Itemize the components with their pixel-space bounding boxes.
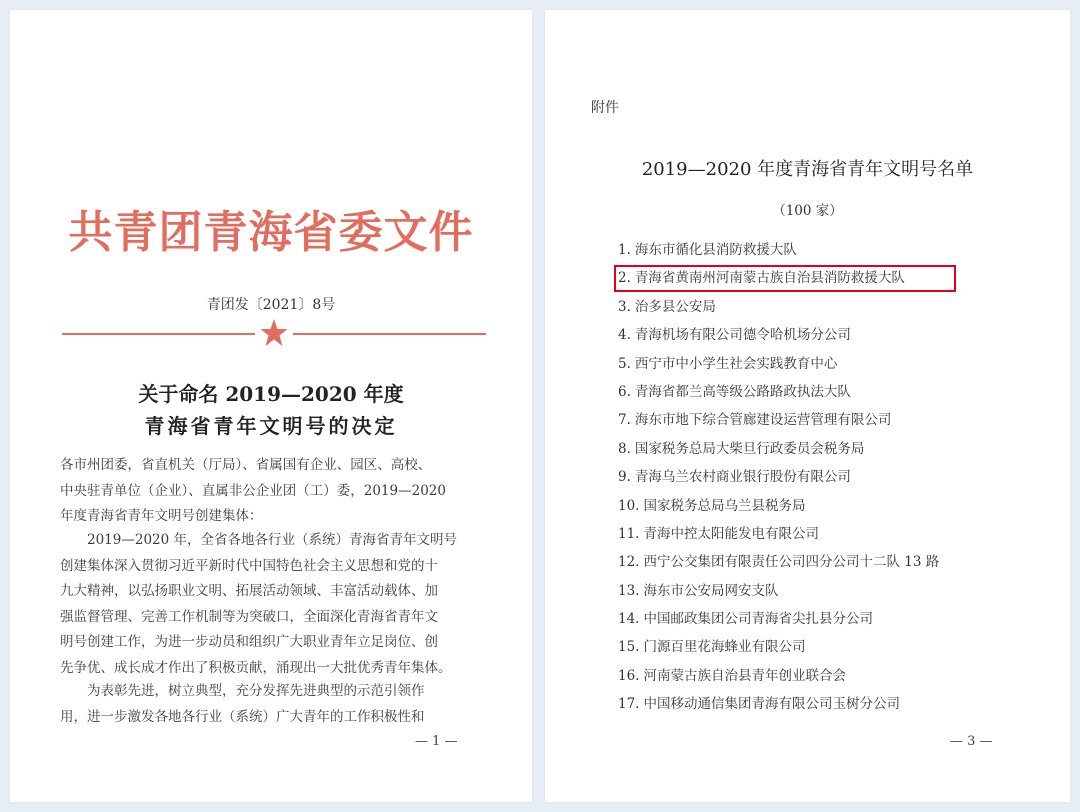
list-item-number: 9.: [618, 469, 631, 486]
salutation: [60, 453, 485, 530]
list-item-name: 中国移动通信集团青海有限公司玉树分公司: [643, 696, 900, 713]
highlight-box: [614, 265, 956, 292]
list-item-name: 海东市公安局网安支队: [643, 582, 779, 599]
list-item: [618, 492, 939, 520]
salutation-line: 年度青海省青年文明号创建集体：: [60, 508, 263, 524]
list-item-number: 6.: [618, 383, 631, 400]
header-divider: [62, 318, 486, 350]
paragraph-line: 为表彰先进，树立典型，充分发挥先进典型的示范引领作: [60, 683, 425, 699]
list-item: [618, 293, 939, 321]
list-item: [618, 520, 939, 548]
attachment-label: 附件: [591, 100, 619, 116]
salutation-line: 中央驻青单位（企业）、直属非公企业团（工）委，2019—2020: [60, 482, 446, 499]
list-item-number: 16.: [618, 667, 640, 684]
body-paragraph-1: [60, 528, 485, 681]
list-item: [618, 605, 939, 633]
paragraph-line: 2019—2020 年，全省各地各行业（系统）青海省青年文明号: [60, 532, 458, 548]
document-title-line-2: 青海省青年文明号的决定: [144, 414, 398, 438]
list-item: [618, 690, 939, 718]
list-item-name: 青海乌兰农村商业银行股份有限公司: [634, 469, 851, 486]
paragraph-line: 明号创建工作，为进一步动员和组织广大职业青年立足岗位、创: [60, 634, 438, 650]
list-item-name: 国家税务总局乌兰县税务局: [643, 497, 806, 514]
list-item: [618, 548, 939, 576]
list-item: [618, 633, 939, 661]
list-item-name: 中国邮政集团公司青海省尖扎县分公司: [643, 611, 873, 628]
list-item-name: 海东市循化县消防救援大队: [634, 242, 797, 258]
list-item-number: 2.: [618, 270, 631, 287]
list-item-name: 青海中控太阳能发电有限公司: [643, 525, 819, 542]
list-item: [618, 350, 939, 378]
page-number: — 1 —: [415, 734, 458, 749]
document-page-1: [10, 10, 532, 802]
list-item-number: 5.: [618, 355, 631, 372]
list-item-name: 青海省都兰高等级公路路政执法大队: [634, 383, 851, 400]
list-item-name: 西宁公交集团有限责任公司四分公司十二队 13 路: [643, 554, 940, 571]
list-item-number: 1.: [618, 242, 631, 258]
list-item-number: 17.: [618, 696, 640, 713]
list-item: [618, 662, 939, 690]
award-list: [618, 236, 939, 719]
paragraph-line: 九大精神，以弘扬职业文明、拓展活动领域、丰富活动载体、加: [60, 583, 438, 599]
list-item-number: 8.: [618, 440, 631, 457]
list-item: [618, 406, 939, 434]
salutation-line: 各市州团委，省直机关（厅局）、省属国有企业、园区、高校、: [60, 457, 432, 473]
list-item-name: 青海机场有限公司德令哈机场分公司: [634, 327, 851, 344]
list-item: [618, 463, 939, 491]
list-item-name: 西宁市中小学生社会实践教育中心: [634, 355, 838, 372]
paragraph-line: 先争优、成长成才作出了积极贡献，涌现出一大批优秀青年集体。: [60, 659, 452, 676]
document-header: 共青团青海省委文件: [68, 207, 474, 258]
list-item-name: 国家税务总局大柴旦行政委员会税务局: [634, 440, 865, 457]
list-title: 2019—2020 年度青海省青年文明号名单: [641, 159, 974, 180]
body-paragraph-2: [60, 679, 485, 730]
document-number: 青团发〔2021〕8号: [206, 297, 336, 313]
list-item: [618, 378, 939, 406]
list-item-number: 15.: [618, 639, 640, 656]
list-item-name: 青海省黄南州河南蒙古族自治县消防救援大队: [634, 270, 905, 287]
list-count: （100 家）: [772, 203, 843, 219]
page-number: — 3 —: [950, 734, 993, 749]
divider-line-left: [62, 333, 255, 335]
list-item-number: 12.: [618, 554, 640, 571]
list-item-name: 门源百里花海蜂业有限公司: [643, 639, 806, 656]
list-item-name: 治多县公安局: [634, 298, 716, 315]
paragraph-line: 创建集体深入贯彻习近平新时代中国特色社会主义思想和党的十: [60, 557, 438, 574]
list-item-name: 海东市地下综合管廊建设运营管理有限公司: [634, 412, 892, 429]
list-item-number: 3.: [618, 298, 631, 315]
list-item-number: 13.: [618, 582, 640, 599]
list-item-number: 4.: [618, 327, 631, 344]
list-item-number: 7.: [618, 412, 631, 429]
list-item: [618, 577, 939, 605]
divider-line-right: [293, 333, 486, 335]
list-item: [618, 435, 939, 463]
list-item-number: 14.: [618, 611, 640, 628]
paragraph-line: 强监督管理、完善工作机制等为突破口，全面深化青海省青年文: [60, 608, 438, 625]
document-page-3: [545, 10, 1070, 802]
list-item-number: 10.: [618, 497, 640, 514]
document-title-line-1: 关于命名 2019—2020 年度: [138, 382, 404, 406]
list-item: [618, 321, 939, 349]
paragraph-line: 用，进一步激发各地各行业（系统）广大青年的工作积极性和: [60, 708, 425, 725]
list-item-number: 11.: [618, 525, 640, 542]
star-icon: [260, 318, 288, 348]
list-item-name: 河南蒙古族自治县青年创业联合会: [643, 667, 846, 684]
list-item: [618, 236, 939, 264]
